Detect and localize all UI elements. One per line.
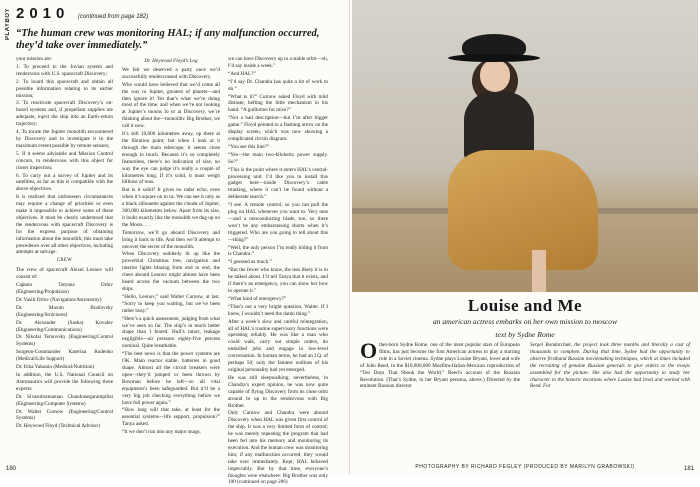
- crew-heading: CREW: [56, 258, 73, 264]
- paragraph: 6. To carry out a survey of Jupiter and its satellites, as far as this is compatible with the above objectives.: [16, 172, 113, 193]
- paragraph: Who would have believed that we’d come all the way to Jupiter, greatest of planets—and then ignore it! Yet that’s what we’re doing most of the time, and when we’re not looking at Jupiter’s moons Io or at Discovery, we’re thinking about the—monolith: Big Brother, we call it now.: [122, 81, 220, 130]
- paragraph: we can have Discovery up to a stable orbit—oh, I’d say inside a week.”: [228, 56, 328, 69]
- paragraph: We felt we deserved a party once we’d successfully rendezvoused with Discovery.: [122, 66, 220, 80]
- byline: text by Sydne Rome: [495, 330, 555, 339]
- article-title: Louise and Me: [467, 296, 583, 315]
- paragraph: your mission are:: [16, 56, 53, 62]
- photo-credits: PHOTOGRAPHY BY RICHARD FEGLEY (PRODUCED BY MARILYN GRABOWSKI): [415, 464, 635, 470]
- photo-actress: [352, 0, 698, 292]
- paragraph: When Discovery suddenly lit up like the proverbial Christmas tree, navigation and interior lights blazing from end to end, the cheer aboard Leonov might almost have been heard across the vacuum between the two ships.: [122, 251, 220, 292]
- paragraph: 2. To board this spacecraft and obtain all possible information relating to its earlier mission;: [16, 78, 113, 99]
- left-page: [0, 0, 350, 486]
- paragraph: But is it solid? It gives no radar echo, even when it’s square on to us. We can see it only as a black silhouette against the clouds of Jupiter, 300,000 kilometres below. Apart from its size, it looks exactly like the monolith we dug up on the Moon. . . .: [122, 187, 220, 228]
- crew-entry: Dr. Heywood Floyd (Technical Advisor): [16, 423, 100, 430]
- article-title-2010: 2010: [16, 5, 70, 22]
- photo-skirt: [448, 150, 598, 270]
- right-page: [350, 0, 700, 475]
- paragraph: Only Curnow and Chandra were aboard Discovery when HAL was given first control of the ship. It was a very limited form of control; he was merely repeating the program that had been fed into his memory and monitoring its execution. And the human crew was monitoring him; if any malfunction occurred, they would take over immediately. Kept, HAL behaved impeccably. But by that time, everyone’s thoughts were elsewhere: Big Brother was only 100 (continued on page 286): [228, 410, 328, 486]
- paragraph: It’s still 10,000 kilometres away, up there at the libration point; but when I look at it through the main telescope, it seems close enough to touch. Because it’s so completely featureless, there’s no indication of size, no way the eye can judge it’s really a couple of kilometres long. If it’s solid, it must weigh billions of tons.: [122, 131, 220, 186]
- paragraph: “Well, the only person I’m really hiding it from is Chandra.”: [228, 244, 328, 258]
- page-number-left: 180: [6, 466, 17, 472]
- paragraph: 3. To reactivate spacecraft Discovery’s on-board systems and, if propellant supplies are adequate, inject the ship into an Earth-return trajectory;: [16, 100, 113, 128]
- paragraph: The crew of spacecraft Alexei Leonov will consist of:: [16, 267, 113, 281]
- crew-entry: Dr. Vasili Orlov (Navigation/Astronomy): [16, 296, 102, 303]
- crew-entry: Dr. Walter Curnow (Engineering/Control Systems): [16, 408, 113, 422]
- paragraph: Sergei Bondarchuk, the project took three months and literally a cast of thousands to complete. During that time, Sydne had the opportunity to observe firsthand Russian moviemaking techniques, which at times included the recruiting of genuine Russian generals to give orders to the troops assembled for the picture. She also had the opportunity to study her character in the historic locations where Louise had lived and worked with Reed. For: [530, 342, 690, 390]
- crew-entry: Dr. Maxim Brailovsky (Engineering/Structures): [16, 304, 113, 318]
- paragraph: “I guessed as much.”: [228, 259, 272, 266]
- crew-entry: Dr. Alexander (Sasha) Kovalev (Engineering/Communications): [16, 319, 113, 333]
- right-column-2: [530, 342, 690, 390]
- paragraph: “But the fewer who know, the less likely it is to be talked about. I’ll tell Tanya that it exists, and if there’s an emergency, you can show her how to operate it.”: [228, 267, 328, 294]
- photo-face: [480, 60, 510, 92]
- paragraph: “I’d say Dr. Chandra has quite a lot of work to do.”: [228, 78, 328, 92]
- drop-cap: O: [360, 338, 378, 363]
- paragraph: 1. To proceed to the Jovian system and rendezvous with U.S. spacecraft Discovery;: [16, 63, 113, 77]
- paragraph: 5. If it seems advisable and Mission Control concurs, to rendezvous with this object for closer inspection;: [16, 150, 113, 171]
- crew-entry: Dr. Nikolai Ternovsky (Engineering/Control Systems): [16, 334, 113, 348]
- paragraph: He was still sleepwalking; nevertheless, in Chandra’s expert opinion, he was now quite capable of flying Discovery from its close orbit around Io up to the rendezvous with Big Brother.: [228, 374, 328, 409]
- article-deck: an american actress embarks on her own mission to moscow: [432, 317, 618, 326]
- log-heading: Dr. Heywood Floyd’s Log: [144, 58, 198, 64]
- paragraph: “You see this line?”: [228, 143, 270, 150]
- paragraph: “Not a bad description—but I’m after bigger game.” Floyd pointed to a flashing arrow on the display screen, which was now showing a complicated circuit diagram.: [228, 115, 328, 142]
- paragraph: ther-born Sydne Rome, one of the most popular stars of European films, has just become the first American actress to play a starring role in a Soviet cinema. Sydne plays Louise Bryant, lover and wife of John Reed, in the $10,000,000 Mosfilm-Italian-Mexican coproduction of “Ten Days That Shook the World,” Reed’s account of the Russian Revolution. (That’s Sydne, in her Bryant persona, above.) Directed by the eminent Russian director: [360, 342, 520, 390]
- column-1: [16, 56, 113, 431]
- right-column-1: [360, 338, 520, 390]
- paragraph: “This is the point where it enters HAL’s central-processing unit. I’d like you to install this gadget here—inside Discovery’s cable trunking, where it can’t be found without a deliberate search.”: [228, 166, 328, 201]
- photo-hat-brim: [448, 54, 540, 62]
- paragraph: “I see. A remote control, so you can pull the plug on HAL whenever you want to. Very neat—and a nonconducting blade, too, so there won’t be any embarrassing shorts when it’s triggered. Who are you going to tell about this—thing?”: [228, 202, 328, 243]
- crew-entry: Captain Tatyana Orlov (Engineering/Propulsion): [16, 282, 113, 295]
- paragraph: “And HAL?”: [228, 70, 256, 77]
- column-2: [122, 56, 220, 437]
- paragraph: “It we don’t run into any major snags,: [122, 429, 201, 436]
- paragraph: 4. To locate the Jupiter monolith encountered by Discovery and to investigate it to the maximum extent possible by remote sensors;: [16, 129, 113, 149]
- paragraph: “What is it?” Curnow asked Floyd with mild distaste, hefting the little mechanism in his hand. “A guillotine for mice?”: [228, 93, 328, 114]
- paragraph: After a week’s slow and careful reintegration, all of HAL’s routine supervisory functions were operating reliably. He was like a man who could walk, carry out simple orders, do unskilled jobs and engage in low-level conversation. In human terms, he had an I.Q. of perhaps 50; only the faintest outlines of his original personality had yet emerged.: [228, 318, 328, 373]
- paragraph: “Hello, Leonov,” said Walter Curnow, at last. “Sorry to keep you waiting, but we’ve been rather busy.”: [122, 293, 220, 314]
- paragraph: “That’s not a very bright question, Walter. If I knew, I wouldn’t need the damn thing.”: [228, 303, 328, 317]
- crew-entry: Dr. Sivasubramanian Chandrasegarampillai (Engineering/Computer Systems): [16, 393, 113, 407]
- paragraph: “What kind of emergency?”: [228, 295, 287, 302]
- article-header: [16, 5, 148, 23]
- page-number-right: 181: [683, 466, 694, 472]
- continued-note: (continued from page 182): [77, 14, 149, 20]
- paragraph: “Here’s a quick assessment, judging from what we’ve seen so far. The ship’s in much better shape than I feared. Hull’s intact, leakage negligible—air pressure eighty-five percent nominal. Quite breathable.: [122, 315, 220, 350]
- paragraph: “The best news is that the power systems are OK. Main reactor stable, batteries in good shape. Almost all the circuit breakers were open—they’d jumped or been thrown by Bowman before he left—so all vital equipment’s been safeguarded. But it’ll be a very big job checking everything before we have full power again.”: [122, 351, 220, 406]
- column-3: [228, 56, 328, 487]
- pull-quote: “The human crew was monitoring HAL; if any malfunction occurred, they’d take over immediately.”: [16, 28, 320, 51]
- crew-entry: Dr. Irina Yakunin (Medical/Nutrition): [16, 364, 95, 371]
- magazine-name-vertical: PLAYBOY: [5, 8, 11, 40]
- paragraph: It is realized that unforeseen circumstances may require a change of priorities or even make it impossible to achieve some of these objectives. It must be clearly understood that the rendezvous with spacecraft Discovery is for the express purpose of obtaining information about the monolith; this must take precedence over all other objectives, including attempts at salvage.: [16, 194, 113, 256]
- paragraph: “How long will that take, at least for the essential systems—life support, propulsion?” Tanya asked.: [122, 407, 220, 428]
- paragraph: “Yes—the main two-kilohertz power supply. So?”: [228, 151, 328, 165]
- paragraph: Tomorrow, we’ll go aboard Discovery and bring it back to life. And then we’ll attempt to uncover the secret of the monolith.: [122, 229, 220, 250]
- crew-entry: In addition, the U.S. National Council on Astronautics will provide the following three experts:: [16, 371, 113, 392]
- crew-entry: Surgeon-Commander Katerina Rudenko (Medical/Life Support): [16, 349, 113, 363]
- photo-leg: [532, 250, 546, 292]
